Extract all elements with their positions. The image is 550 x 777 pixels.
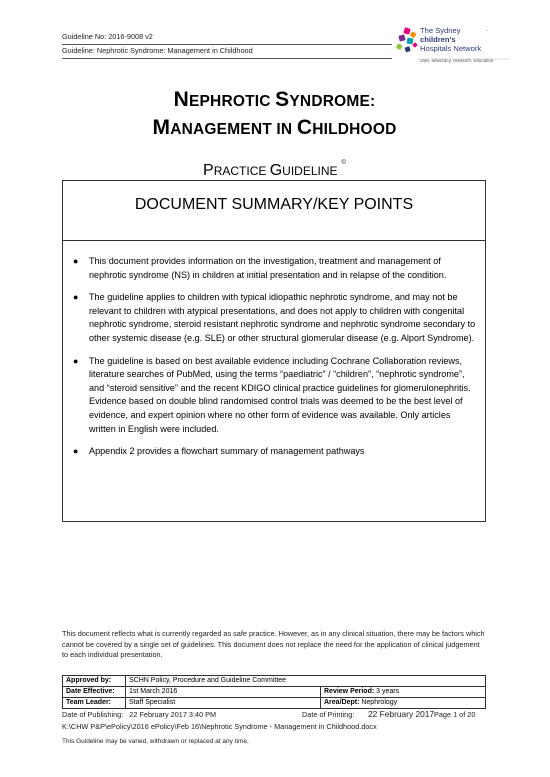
list-item-text: The guideline applies to children with typical idiopathic nephrotic syndrome, and may not be relevant to children with atypical presentations, and does not apply to children with congenital nephrotic syndrome, steroid resistant nephrotic syndrome and nephrotic syndrome secondary to other systemic disease (e.g. SLE) or other structural glomerular disease (e.g. Alport Syndrome).: [89, 292, 476, 343]
date-printed-value: 22 February 2017: [368, 709, 435, 719]
page-number: Page 1 of 20: [434, 710, 476, 719]
publishing-info: [62, 709, 492, 720]
area-label: Area/Dept:: [324, 699, 360, 706]
logo-line-2: children's: [420, 35, 456, 44]
date-effective-label: Date Effective:: [63, 687, 126, 698]
subtitle-smallcaps: UIDELINE: [282, 164, 338, 178]
logo-line-3: Hospitals Network: [420, 44, 482, 53]
logo-wordmark: [420, 26, 493, 65]
date-published-value: 22 February 2017 3:40 PM: [129, 710, 217, 719]
guideline-number: Guideline No: 2016-9008 v2: [62, 32, 153, 41]
list-item-text: This document provides information on the investigation, treatment and management of nephrotic syndrome (NS) in children at initial presentation and in relapse of the condition.: [89, 256, 447, 280]
subtitle-smallcaps: RACTICE: [213, 164, 270, 178]
footer-note: This Guideline may be varied, withdrawn or replaced at any time.: [62, 738, 249, 745]
bullet-icon: ●: [73, 292, 79, 303]
title-cap: N: [173, 88, 189, 111]
key-points-heading: DOCUMENT SUMMARY/KEY POINTS: [63, 181, 485, 241]
title-cap: M: [152, 116, 171, 139]
disclaimer: This document reflects what is currently regarded as safe practice. However, as in any clinical situation, there may be factors which cannot be covered by a single set of guidelines. This document does not replace the need for the application of clinical judgement to each individual presentation.: [62, 629, 485, 659]
document-title-line-1: [62, 88, 487, 112]
table-row: [63, 698, 486, 709]
area-cell: [321, 698, 486, 709]
bullet-icon: ●: [73, 355, 79, 366]
title-smallcaps: YNDROME:: [289, 93, 376, 110]
logo-tagline: care, advocacy, research, education: [420, 58, 494, 63]
bullet-icon: ●: [73, 446, 79, 457]
guideline-name: Guideline: Nephrotic Syndrome: Management in Childhood: [62, 46, 253, 55]
date-effective-value: 1st March 2016: [126, 687, 321, 698]
subtitle-cap: G: [269, 162, 283, 179]
title-smallcaps: EPHROTIC: [188, 93, 276, 110]
team-leader-label: Team Leader:: [63, 698, 126, 709]
title-cap: C: [296, 116, 313, 139]
copyright-mark: ©: [341, 160, 346, 166]
date-printed-label: Date of Printing:: [302, 710, 355, 719]
list-item: [69, 291, 477, 345]
title-smallcaps: HILDHOOD: [312, 121, 397, 138]
team-leader-value: Staff Specialist: [126, 698, 321, 709]
file-path: K:\CHW P&P\ePolicy\2016 ePolicy\Feb 16\Nephrotic Syndrome - Management in Childhood.docx: [62, 722, 377, 731]
list-item: [69, 445, 477, 459]
date-published-label: Date of Publishing:: [62, 710, 124, 719]
approved-by-label: Approved by:: [63, 676, 126, 687]
list-item-text: The guideline is based on best available evidence including Cochrane Collaboration reviews, literature searches of PubMed, using the terms “paediatric” / “children”, “nephrotic syndrome”, and “steroid sensitive” and the recent KDIGO clinical practice guidelines for glomerulonephritis. Evidence based on double blind randomised control trials was deemed to be the best level of evidence, and expert opinion where no other form of evidence was available. Only articles written in English were included.: [89, 355, 471, 434]
list-item-text: Appendix 2 provides a flowchart summary of management pathways: [89, 446, 365, 457]
title-smallcaps: ANAGEMENT IN: [170, 121, 297, 138]
key-points-list: [69, 255, 477, 468]
header-rule: [62, 58, 392, 59]
key-points-box: [62, 180, 486, 522]
review-period-label: Review Period:: [324, 688, 375, 695]
corner-mark: ·: [486, 28, 488, 34]
bullet-icon: ●: [73, 256, 79, 266]
subtitle-cap: P: [203, 162, 214, 179]
document-control-table: [62, 675, 486, 709]
review-period-cell: [321, 687, 486, 698]
list-item: [69, 355, 477, 437]
table-row: [63, 687, 486, 698]
review-period-value: 3 years: [376, 688, 400, 695]
logo-line-1: The Sydney: [420, 26, 461, 35]
approved-by-value: SCHN Policy, Procedure and Guideline Committee: [126, 676, 486, 687]
list-item: [69, 255, 477, 282]
title-cap: S: [275, 88, 290, 111]
area-value: Nephrology: [361, 699, 398, 706]
table-row: [63, 676, 486, 687]
document-title-line-2: [62, 116, 487, 140]
document-type: [62, 162, 487, 180]
